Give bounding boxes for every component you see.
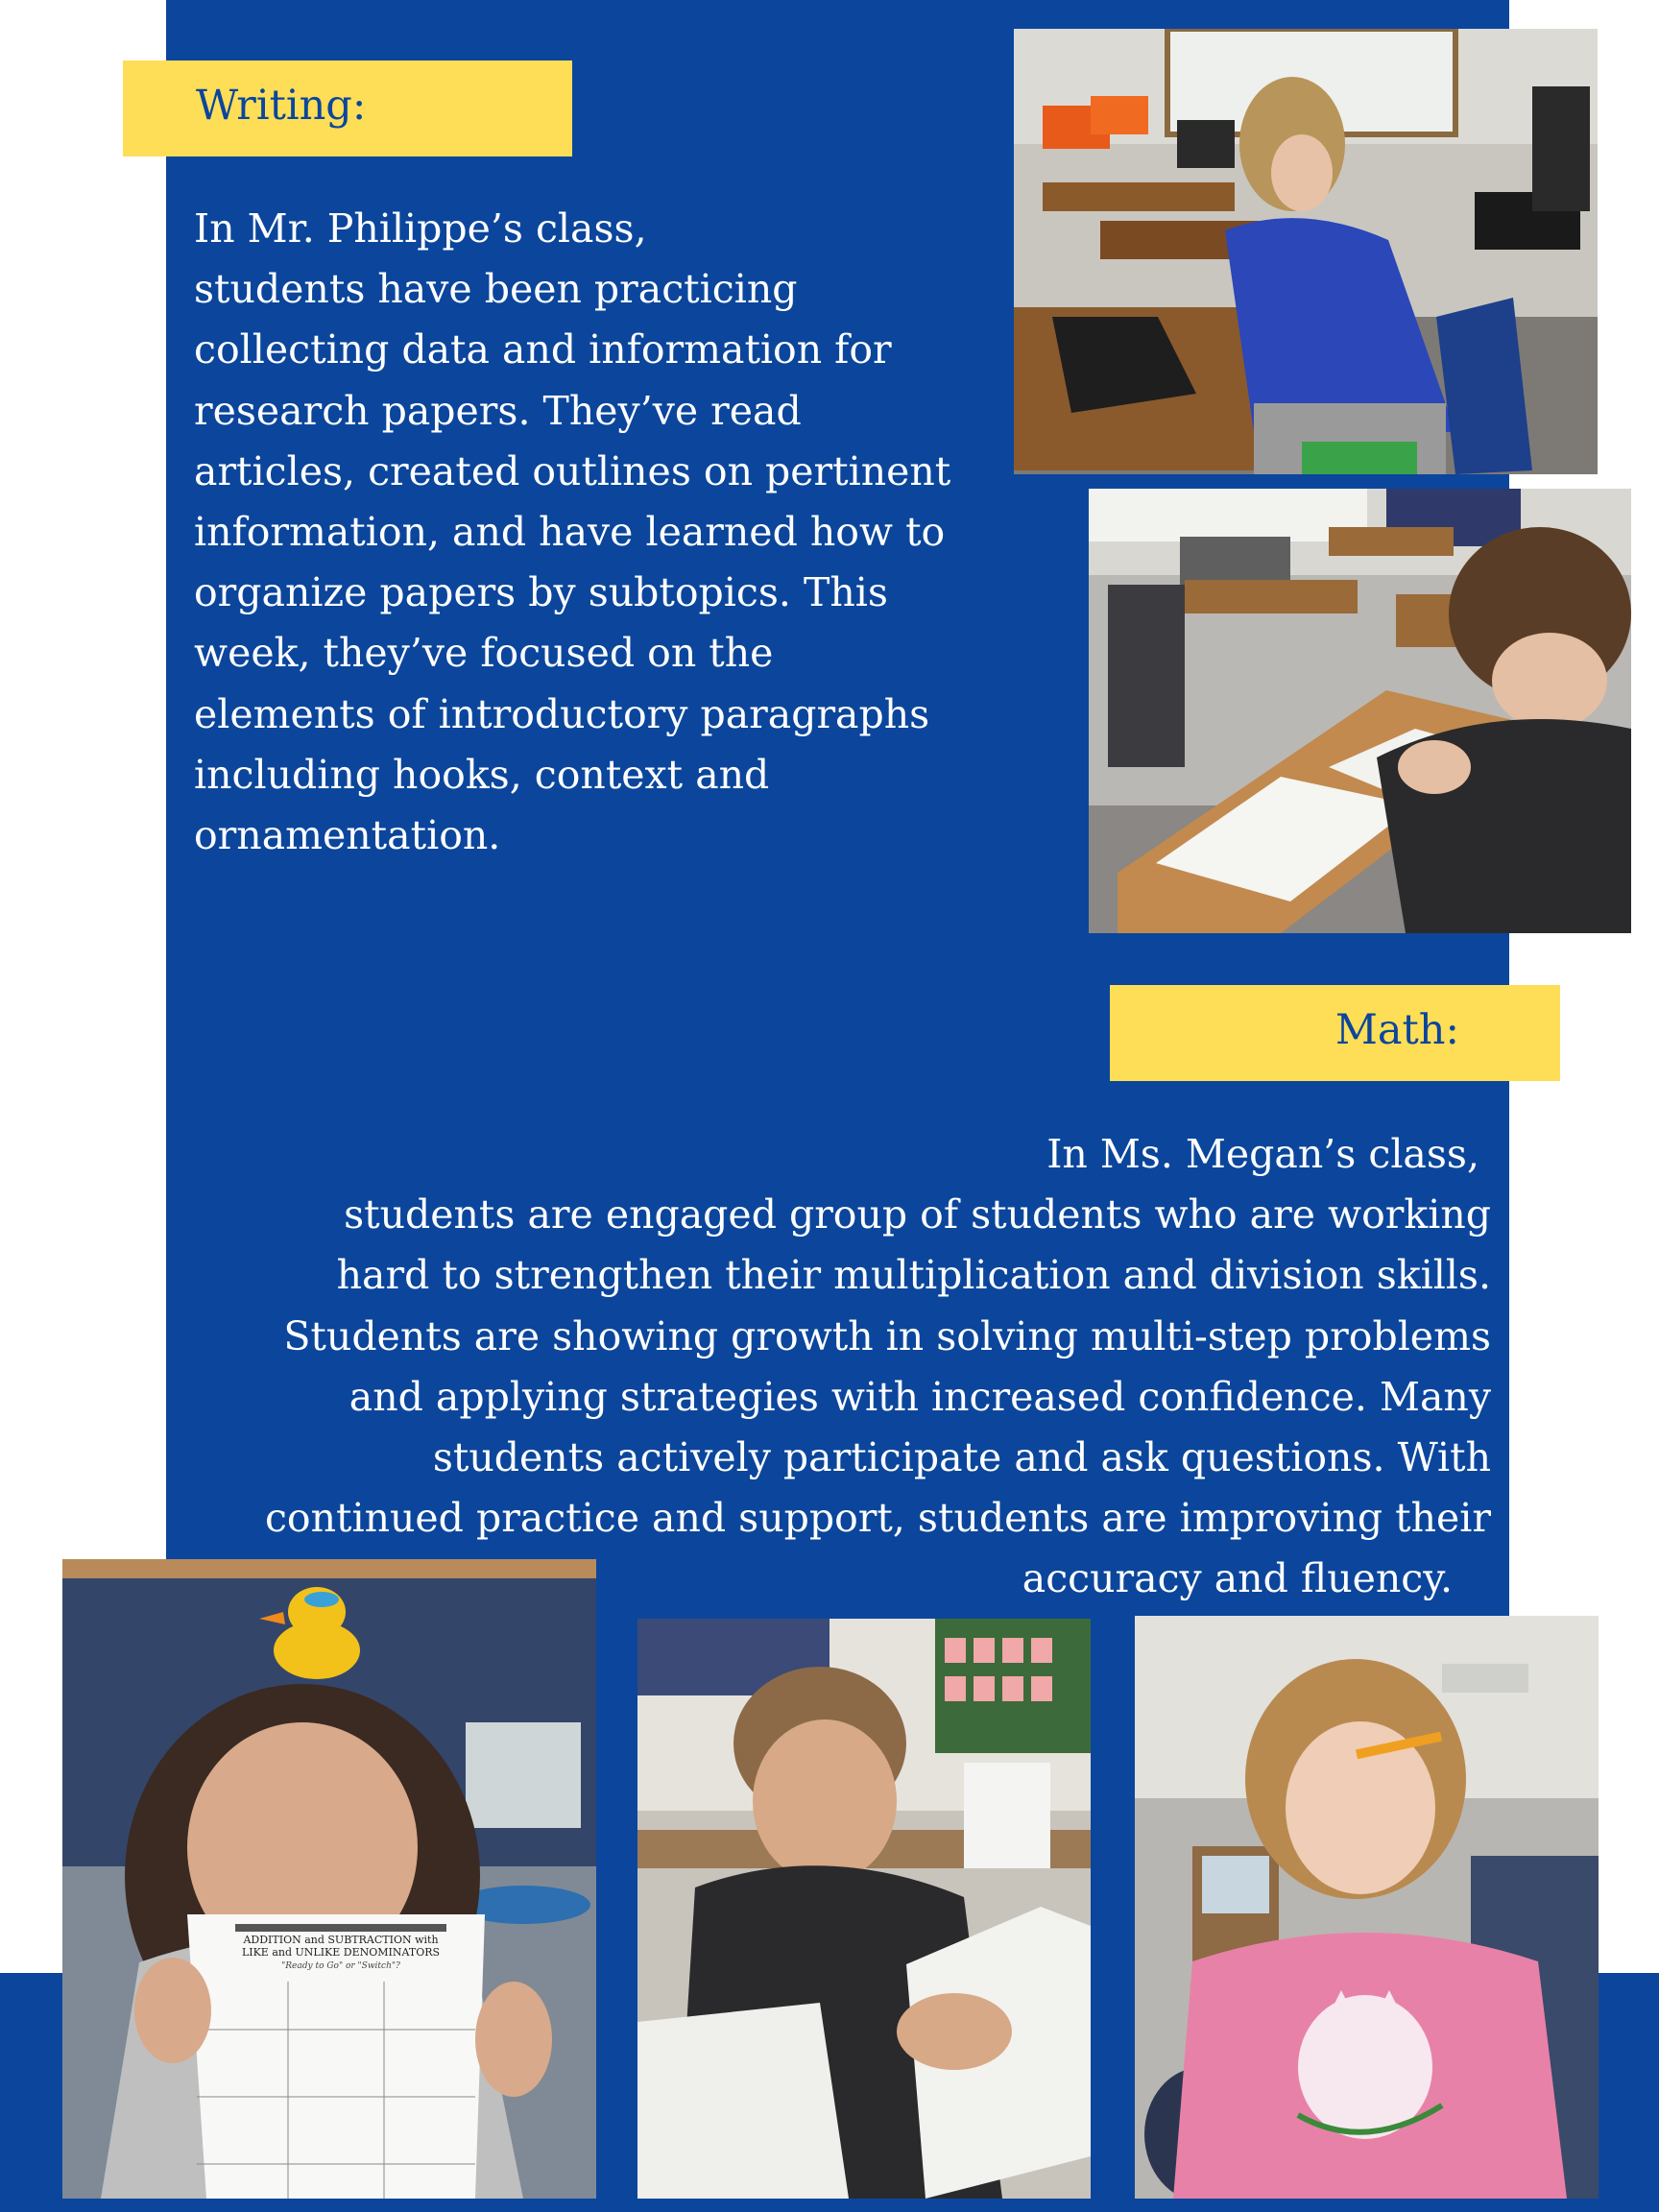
photo-student-writing-desk [1089,489,1631,933]
writing-line: articles, created outlines on pertinent [194,447,951,494]
worksheet-title-line2: LIKE and UNLIKE DENOMINATORS [241,1946,441,1959]
photo-student-typing-laptop-illustration [1014,29,1598,474]
writing-line: research papers. They’ve read [194,387,802,434]
photo-boy-smiling-papers [637,1619,1091,2199]
math-line: students are engaged group of students who are working [344,1191,1491,1238]
worksheet-subtitle: "Ready to Go" or "Switch"? [281,1961,400,1971]
writing-line: information, and have learned how to [194,509,946,556]
writing-line: collecting data and information for [194,326,892,373]
math-line: and applying strategies with increased confidence. Many [349,1373,1491,1420]
writing-line: elements of introductory paragraphs [194,690,930,737]
writing-line: week, they’ve focused on the [194,630,774,677]
math-line: In Ms. Megan’s class, [1046,1131,1479,1177]
photo-girl-pencil-pink-shirt [1135,1616,1599,2199]
math-line: accuracy and fluency. [1022,1555,1453,1602]
math-paragraph [173,1124,1491,1610]
math-line: continued practice and support, students are improving their [264,1495,1491,1542]
writing-line: including hooks, context and [194,751,770,798]
math-line: hard to strengthen their multiplication and division skills. [336,1252,1491,1299]
math-section-label [1110,985,1560,1081]
math-label-text: Math: [1334,1006,1459,1054]
writing-section-label [123,60,572,156]
photo-boy-smiling-papers-illustration [637,1619,1091,2199]
math-line: students actively participate and ask questions. With [432,1434,1491,1481]
photo-student-writing-desk-illustration [1089,489,1631,933]
worksheet-title-line1: ADDITION and SUBTRACTION with [243,1934,439,1946]
photo-girl-pencil-pink-shirt-illustration [1135,1616,1599,2199]
writing-line: ornamentation. [194,812,501,859]
writing-label-text: Writing: [196,82,367,130]
writing-line: In Mr. Philippe’s class, [194,205,647,252]
math-line: Students are showing growth in solving multi-step problems [283,1312,1491,1359]
writing-line: organize papers by subtopics. This [194,569,888,616]
photo-student-typing-laptop [1014,29,1598,474]
writing-paragraph [194,199,950,866]
writing-line: students have been practicing [194,266,798,313]
photo-girl-duck-worksheet-illustration [62,1559,596,2199]
photo-girl-duck-worksheet [62,1559,596,2199]
